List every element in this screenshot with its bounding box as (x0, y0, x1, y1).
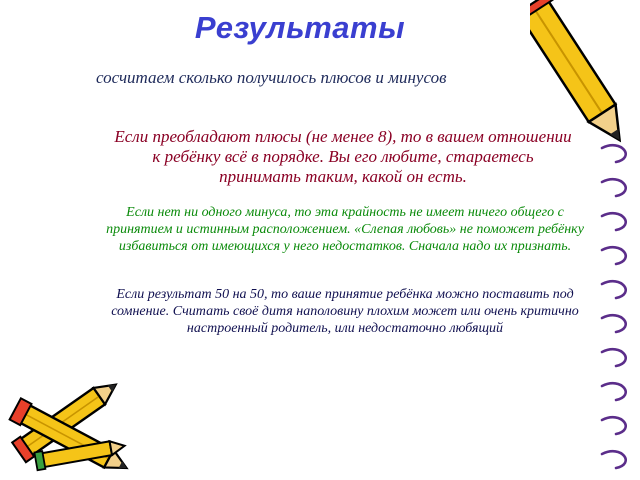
spiral-binding-icon (596, 140, 640, 480)
slide-title: Результаты (194, 10, 406, 45)
paragraph-no-minus: Если нет ни одного минуса, то эта крайность не имеет ничего общего с принятием и истинным расположением. «Слепая любовь» не поможет ребёнку избавиться от имеющихся у него недостатков. Сначала надо их признать. (106, 205, 584, 254)
paragraph-plus-majority: Если преобладают плюсы (не менее 8), то в вашем отношении к ребёнку всё в порядке. Вы его любите, стараетесь принимать таким, какой он есть. (114, 127, 572, 186)
paragraph-fifty-fifty: Если результат 50 на 50, то ваше принятие ребёнка можно поставить под сомнение. Считать своё дитя наполовину плохим может или очень критично настроенный родитель, или недостаточно любящий (111, 287, 579, 336)
pencils-icon (0, 368, 140, 480)
slide-subtitle: сосчитаем сколько получилось плюсов и минусов (96, 68, 447, 87)
